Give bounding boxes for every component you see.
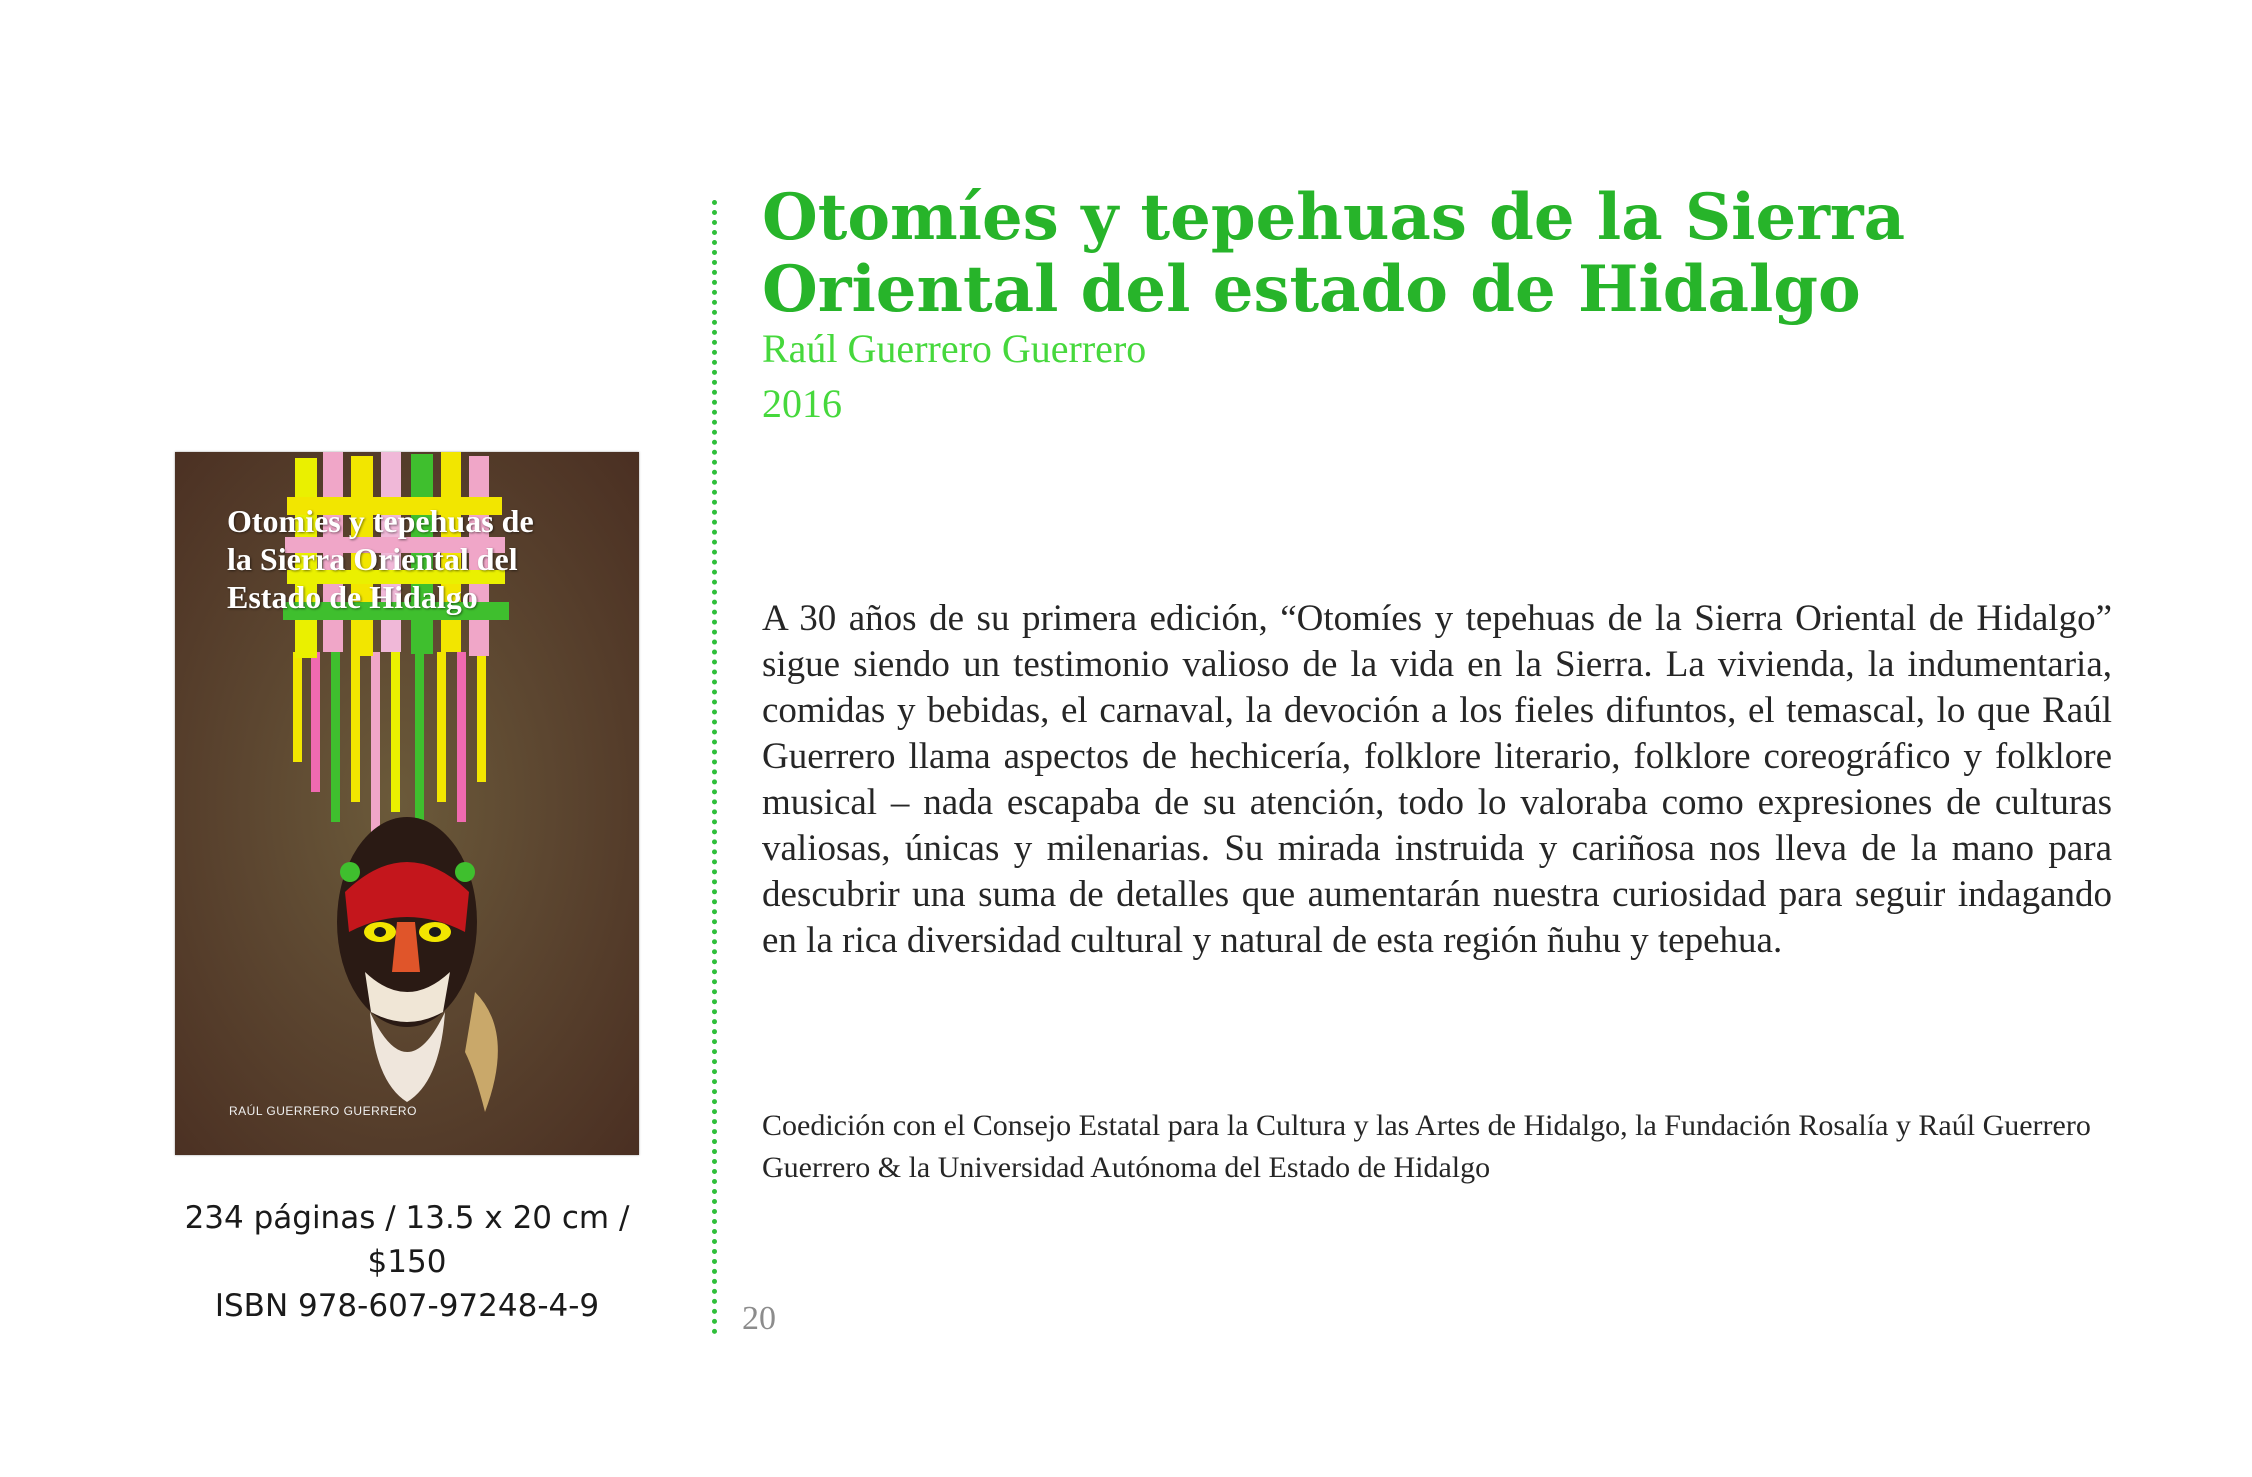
- book-description: A 30 años de su primera edición, “Otomíes y tepehuas de la Sierra Oriental de Hidalgo” sigue siendo un testimonio valioso de la vida en la Sierra. La vivienda, la indumentaria, comidas y bebidas, el carnaval, la devoción a los fieles difuntos, el temascal, lo que Raúl Guerrero llama aspectos de hechicería, folklore literario, folklore coreográfico y folklore musical – nada escapaba de su atención, todo lo valoraba como expresiones de culturas valiosas, únicas y milenarias. Su mirada instruida y cariñosa nos lleva de la mano para descubrir una suma de detalles que aumentarán nuestra curiosidad para seguir indagando en la rica diversidad cultural y natural de esta región ñuhu y tepehua.: [762, 598, 2112, 961]
- isbn-line: ISBN 978-607-97248-4-9: [214, 1288, 600, 1324]
- book-author: Raúl Guerrero Guerrero: [762, 326, 1147, 371]
- dotted-divider: [712, 200, 717, 1335]
- mask-face: [337, 817, 498, 1112]
- page-number: 20: [742, 1300, 776, 1337]
- cover-title: Otomies y tepehuas de la Sierra Oriental del Estado de Hidalgo: [227, 503, 534, 615]
- ribbon-streamers: [293, 652, 486, 842]
- book-title: Otomíes y tepehuas de la Sierra Oriental del estado de Hidalgo: [762, 180, 1906, 327]
- book-cover: [175, 452, 639, 1155]
- book-specs: [150, 1196, 664, 1328]
- cover-author: RAÚL GUERRERO GUERRERO: [229, 1104, 417, 1118]
- coedition-note: Coedición con el Consejo Estatal para la Cultura y las Artes de Hidalgo, la Fundación Rosalía y Raúl Guerrero Guerrero & la Universidad Autónoma del Estado de Hidalgo: [762, 1109, 2091, 1184]
- publication-year: 2016: [762, 381, 842, 426]
- specs-line: 234 páginas / 13.5 x 20 cm / $150: [184, 1200, 630, 1280]
